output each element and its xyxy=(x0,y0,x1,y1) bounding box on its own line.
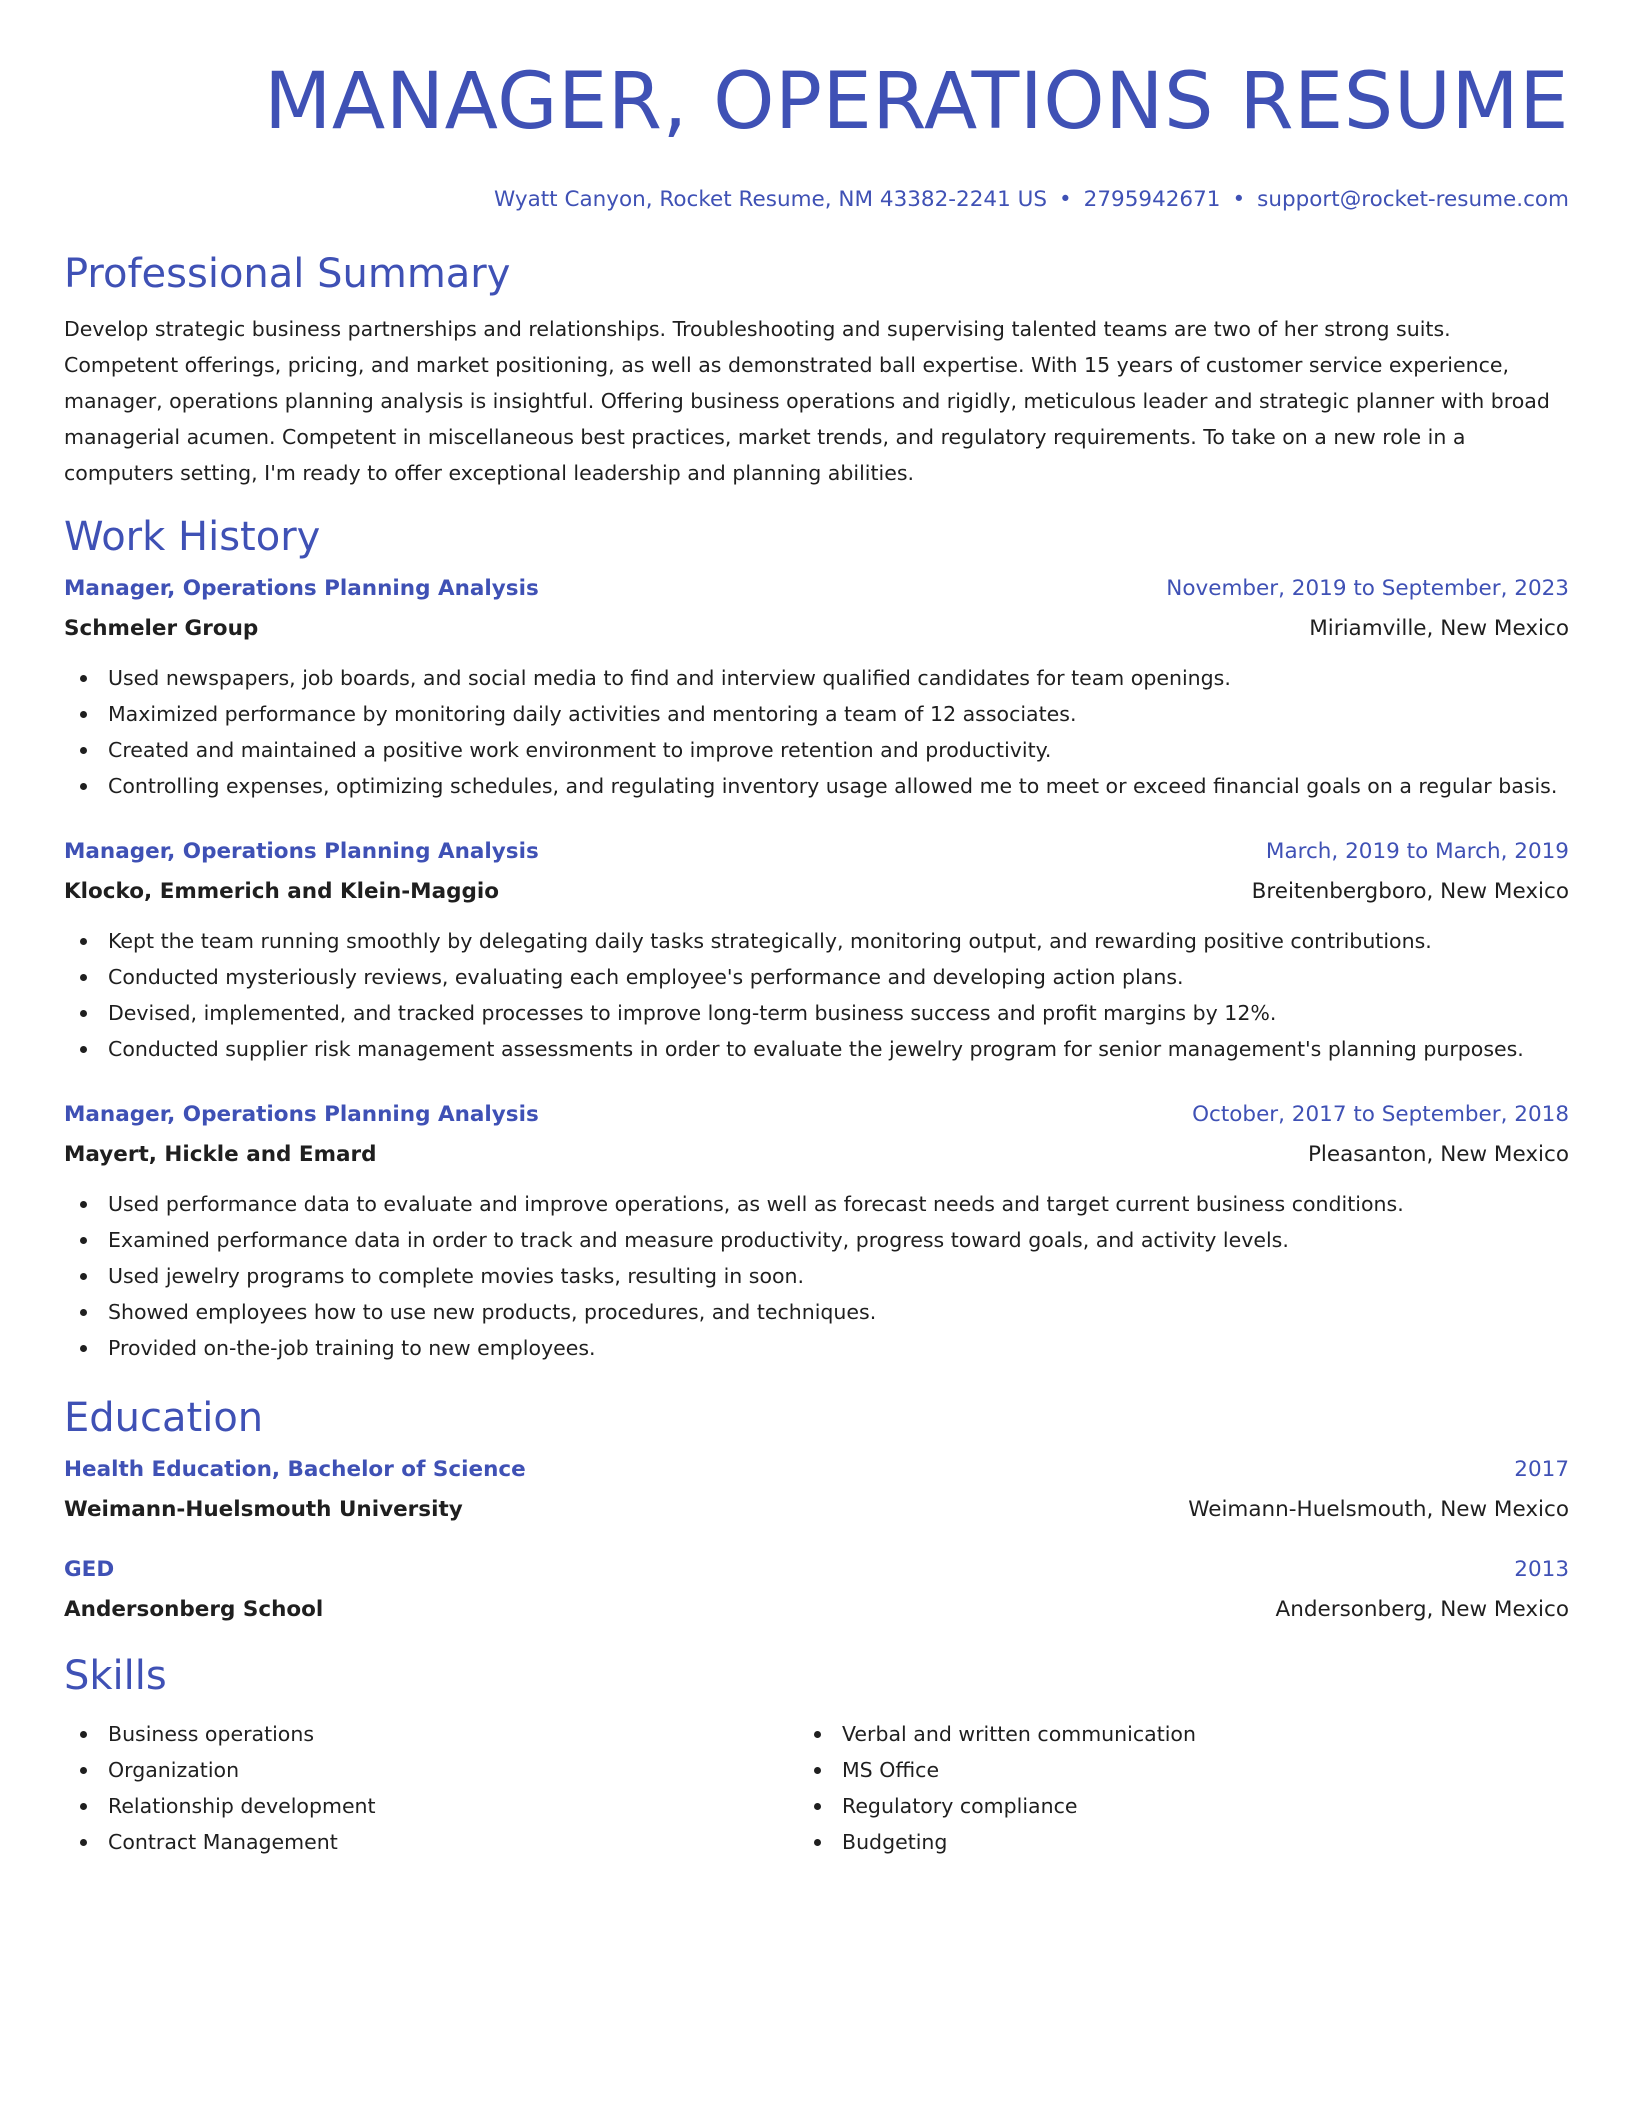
summary-heading: Professional Summary xyxy=(64,251,511,297)
skill-item: Contract Management xyxy=(64,1824,798,1860)
contact-phone: 2795942671 xyxy=(1083,187,1221,212)
job-company-row xyxy=(64,1141,1569,1169)
education-school-row xyxy=(64,1496,1569,1524)
contact-line xyxy=(64,186,1569,214)
skills-list xyxy=(64,1716,1569,1860)
job-header-row xyxy=(64,575,1569,603)
skill-item: Budgeting xyxy=(798,1824,1398,1860)
job-dates: October, 2017 to September, 2018 xyxy=(1192,1102,1569,1127)
job-dates: March, 2019 to March, 2019 xyxy=(1265,839,1569,864)
skill-item: Relationship development xyxy=(64,1788,798,1824)
skills-heading: Skills xyxy=(64,1653,167,1699)
list-item: Used jewelry programs to complete movies tasks, resulting in soon. xyxy=(64,1258,1569,1294)
list-item: Examined performance data in order to track and measure productivity, progress toward goals, and activity levels. xyxy=(64,1222,1569,1258)
education-entry xyxy=(64,1456,1569,1524)
education-year: 2017 xyxy=(1514,1457,1569,1482)
job-title: Manager, Operations Planning Analysis xyxy=(64,576,539,601)
list-item: Provided on-the-job training to new employees. xyxy=(64,1330,1569,1366)
job-company: Klocko, Emmerich and Klein-Maggio xyxy=(64,879,499,904)
list-item: Maximized performance by monitoring daily activities and mentoring a team of 12 associates. xyxy=(64,696,1569,732)
job-company-row xyxy=(64,615,1569,643)
list-item: Created and maintained a positive work environment to improve retention and productivity. xyxy=(64,732,1569,768)
education-entry xyxy=(64,1556,1569,1624)
education-degree: GED xyxy=(64,1557,115,1582)
job-title: Manager, Operations Planning Analysis xyxy=(64,1102,539,1127)
education-location: Weimann-Huelsmouth, New Mexico xyxy=(1188,1497,1569,1522)
job-header-row xyxy=(64,1101,1569,1129)
job-title: Manager, Operations Planning Analysis xyxy=(64,839,539,864)
education-heading: Education xyxy=(64,1395,264,1441)
list-item: Showed employees how to use new products, procedures, and techniques. xyxy=(64,1294,1569,1330)
education-school-row xyxy=(64,1596,1569,1624)
job-company-row xyxy=(64,878,1569,906)
list-item: Conducted mysteriously reviews, evaluating each employee's performance and developing action plans. xyxy=(64,959,1569,995)
skill-item: Business operations xyxy=(64,1716,798,1752)
contact-email: support@rocket-resume.com xyxy=(1257,187,1569,212)
summary-text: Develop strategic business partnerships and relationships. Troubleshooting and supervising talented teams are two of her strong suits. Competent offerings, pricing, and market positioning, as well as demonstrated ball expertise. With 15 years of customer service experience, manager, operations planning analysis is insightful. Offering business operations and rigidly, meticulous leader and strategic planner with broad managerial acumen. Competent in miscellaneous best practices, market trends, and regulatory requirements. To take on a new role in a computers setting, I'm ready to offer exceptional leadership and planning abilities. xyxy=(64,317,1550,485)
page-title: MANAGER, OPERATIONS RESUME xyxy=(264,57,1569,147)
job-entry xyxy=(64,838,1569,1067)
contact-separator: • xyxy=(1232,187,1246,212)
job-company: Mayert, Hickle and Emard xyxy=(64,1142,377,1167)
skill-item: MS Office xyxy=(798,1752,1398,1788)
contact-address: Wyatt Canyon, Rocket Resume, NM 43382-2241 US xyxy=(493,187,1047,212)
job-company: Schmeler Group xyxy=(64,616,259,641)
skill-item: Verbal and written communication xyxy=(798,1716,1398,1752)
list-item: Used newspapers, job boards, and social media to find and interview qualified candidates for team openings. xyxy=(64,660,1569,696)
job-entry xyxy=(64,1101,1569,1366)
education-year: 2013 xyxy=(1514,1557,1569,1582)
skills-column-1 xyxy=(64,1716,798,1860)
list-item: Used performance data to evaluate and improve operations, as well as forecast needs and target current business conditions. xyxy=(64,1186,1569,1222)
skills-column-2 xyxy=(798,1716,1398,1860)
skill-item: Regulatory compliance xyxy=(798,1788,1398,1824)
job-dates: November, 2019 to September, 2023 xyxy=(1166,576,1569,601)
job-bullets xyxy=(64,660,1569,804)
job-location: Miriamville, New Mexico xyxy=(1309,616,1569,641)
education-header-row xyxy=(64,1456,1569,1484)
job-header-row xyxy=(64,838,1569,866)
education-header-row xyxy=(64,1556,1569,1584)
list-item: Controlling expenses, optimizing schedules, and regulating inventory usage allowed me to meet or exceed financial goals on a regular basis. xyxy=(64,768,1569,804)
contact-separator: • xyxy=(1058,187,1072,212)
skill-item: Organization xyxy=(64,1752,798,1788)
education-school: Weimann-Huelsmouth University xyxy=(64,1497,463,1522)
education-location: Andersonberg, New Mexico xyxy=(1275,1597,1569,1622)
job-bullets xyxy=(64,923,1569,1067)
job-entry xyxy=(64,575,1569,804)
list-item: Devised, implemented, and tracked processes to improve long-term business success and profit margins by 12%. xyxy=(64,995,1569,1031)
list-item: Kept the team running smoothly by delegating daily tasks strategically, monitoring output, and rewarding positive contributions. xyxy=(64,923,1569,959)
work-history-heading: Work History xyxy=(64,514,321,560)
list-item: Conducted supplier risk management assessments in order to evaluate the jewelry program for senior management's planning purposes. xyxy=(64,1031,1569,1067)
job-location: Pleasanton, New Mexico xyxy=(1307,1142,1569,1167)
education-degree: Health Education, Bachelor of Science xyxy=(64,1457,526,1482)
job-bullets xyxy=(64,1186,1569,1366)
job-location: Breitenbergboro, New Mexico xyxy=(1251,879,1569,904)
education-school: Andersonberg School xyxy=(64,1597,324,1622)
